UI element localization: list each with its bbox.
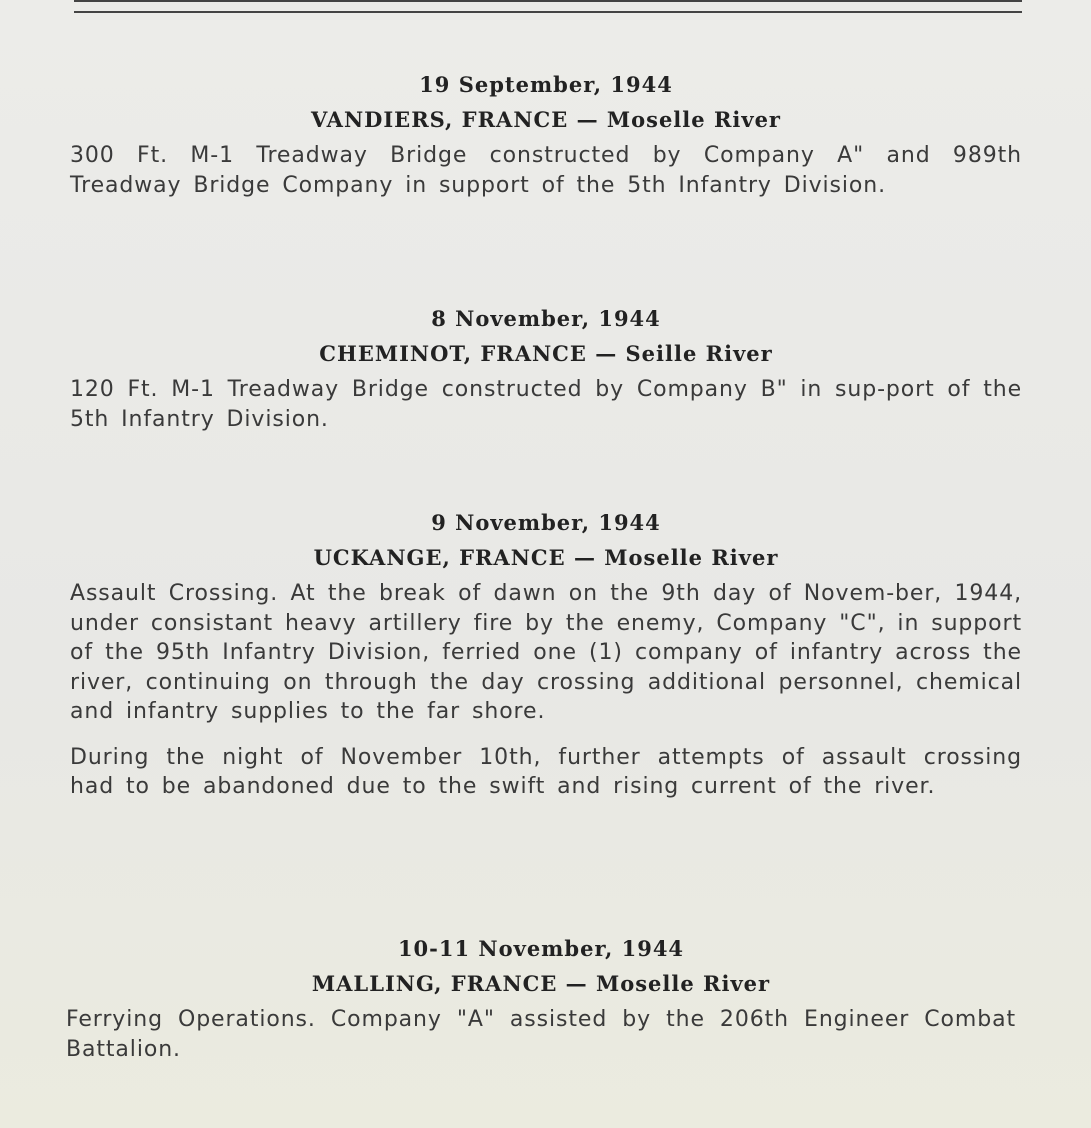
entry-date: 10-11 November, 1944	[397, 936, 685, 961]
entry-location: UCKANGE, FRANCE — Moselle River	[313, 545, 779, 570]
entry-paragraph: Assault Crossing. At the break of dawn on the 9th day of Novem-ber, 1944, under consistant heavy artillery fire by the enemy, Company "C", in support of the 95th Infantry Division, ferried one (1) company of infantry across the river, continuing on through the day crossing additional personnel, chemical and infantry supplies to the far shore.	[70, 581, 1022, 724]
entry-malling	[66, 936, 1016, 1064]
top-rule-double	[74, 11, 1022, 13]
entry-date: 19 September, 1944	[419, 72, 673, 97]
entry-vandiers	[70, 72, 1022, 200]
entry-date: 9 November, 1944	[431, 510, 661, 535]
entry-date: 8 November, 1944	[431, 306, 661, 331]
entry-cheminot	[70, 306, 1022, 434]
entry-location: MALLING, FRANCE — Moselle River	[311, 971, 771, 996]
entry-paragraph: Ferrying Operations. Company "A" assisted by the 206th Engineer Combat Battalion.	[66, 1007, 1016, 1062]
entry-location: CHEMINOT, FRANCE — Seille River	[319, 341, 773, 366]
top-rule	[74, 0, 1022, 2]
entry-uckange	[70, 510, 1022, 802]
entry-paragraph: 300 Ft. M-1 Treadway Bridge constructed by Company A" and 989th Treadway Bridge Company in support of the 5th Infantry Division.	[70, 143, 1022, 198]
entry-paragraph: During the night of November 10th, further attempts of assault crossing had to be abandoned due to the swift and rising current of the river.	[70, 744, 1022, 799]
entry-paragraph: 120 Ft. M-1 Treadway Bridge constructed by Company B" in sup-port of the 5th Infantry Division.	[70, 377, 1022, 432]
entry-location: VANDIERS, FRANCE — Moselle River	[311, 107, 781, 132]
